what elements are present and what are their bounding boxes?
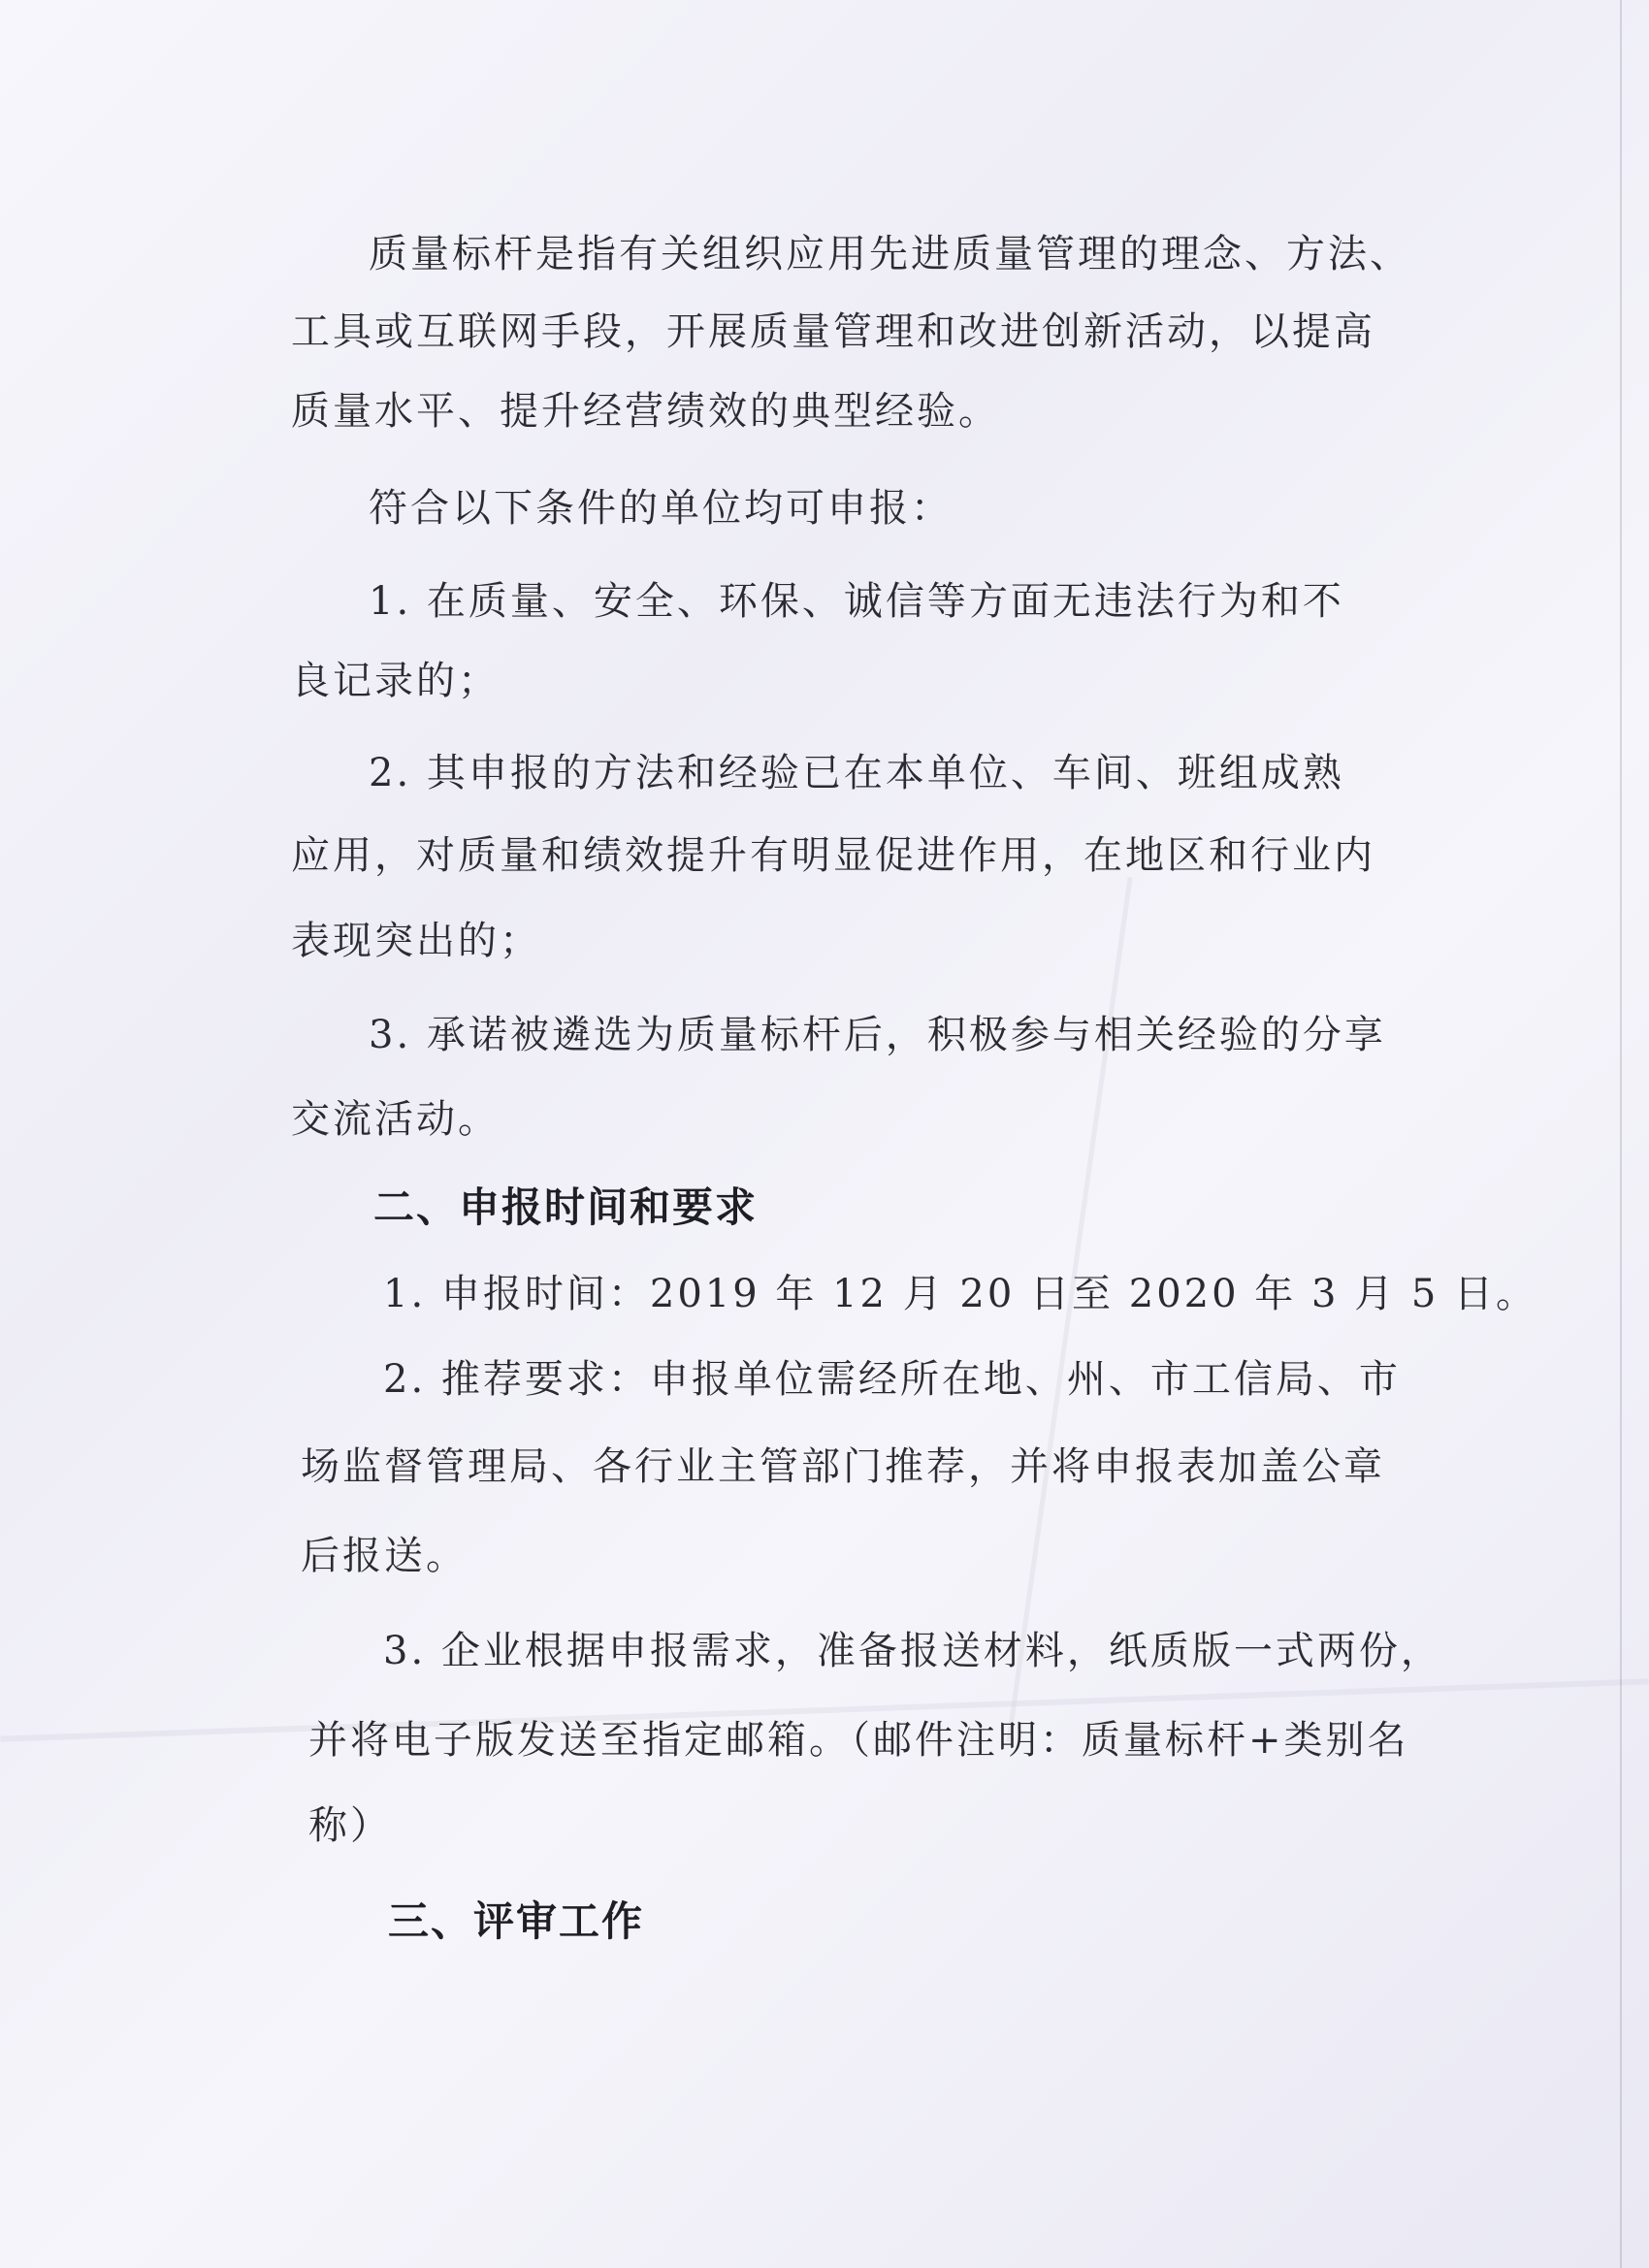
list-item-line: 表现突出的； [291, 919, 541, 963]
paragraph-line: 工具或互联网手段，开展质量管理和改进创新活动，以提高 [291, 309, 1375, 354]
requirement-line: 3. 企业根据申报需求，准备报送材料，纸质版一式两份， [383, 1629, 1442, 1673]
list-item-line: 3. 承诺被遴选为质量标杆后，积极参与相关经验的分享 [369, 1013, 1386, 1057]
section-heading: 三、评审工作 [388, 1897, 645, 1945]
requirement-line: 称） [308, 1803, 392, 1848]
requirement-line: 后报送。 [301, 1534, 468, 1578]
paragraph-line: 符合以下条件的单位均可申报： [369, 486, 953, 531]
section-heading: 二、申报时间和要求 [373, 1183, 759, 1231]
requirement-line: 并将电子版发送至指定邮箱。（邮件注明：质量标杆+类别名 [308, 1718, 1409, 1763]
list-item-line: 2. 其申报的方法和经验已在本单位、车间、班组成熟 [369, 751, 1344, 795]
page-edge [1620, 0, 1622, 2268]
paragraph-line: 质量标杆是指有关组织应用先进质量管理的理念、方法、 [369, 232, 1411, 276]
list-item-line: 良记录的； [291, 659, 500, 703]
list-item-line: 1. 在质量、安全、环保、诚信等方面无违法行为和不 [369, 579, 1344, 624]
list-item-line: 交流活动。 [291, 1097, 500, 1142]
paragraph-line: 质量水平、提升经营绩效的典型经验。 [291, 389, 1000, 434]
requirement-line: 2. 推荐要求：申报单位需经所在地、州、市工信局、市 [383, 1357, 1401, 1402]
list-item-line: 应用，对质量和绩效提升有明显促进作用，在地区和行业内 [291, 833, 1375, 878]
requirement-line: 场监督管理局、各行业主管部门推荐，并将申报表加盖公章 [301, 1444, 1385, 1489]
requirement-line: 1. 申报时间：2019 年 12 月 20 日至 2020 年 3 月 5 日。 [383, 1272, 1538, 1316]
